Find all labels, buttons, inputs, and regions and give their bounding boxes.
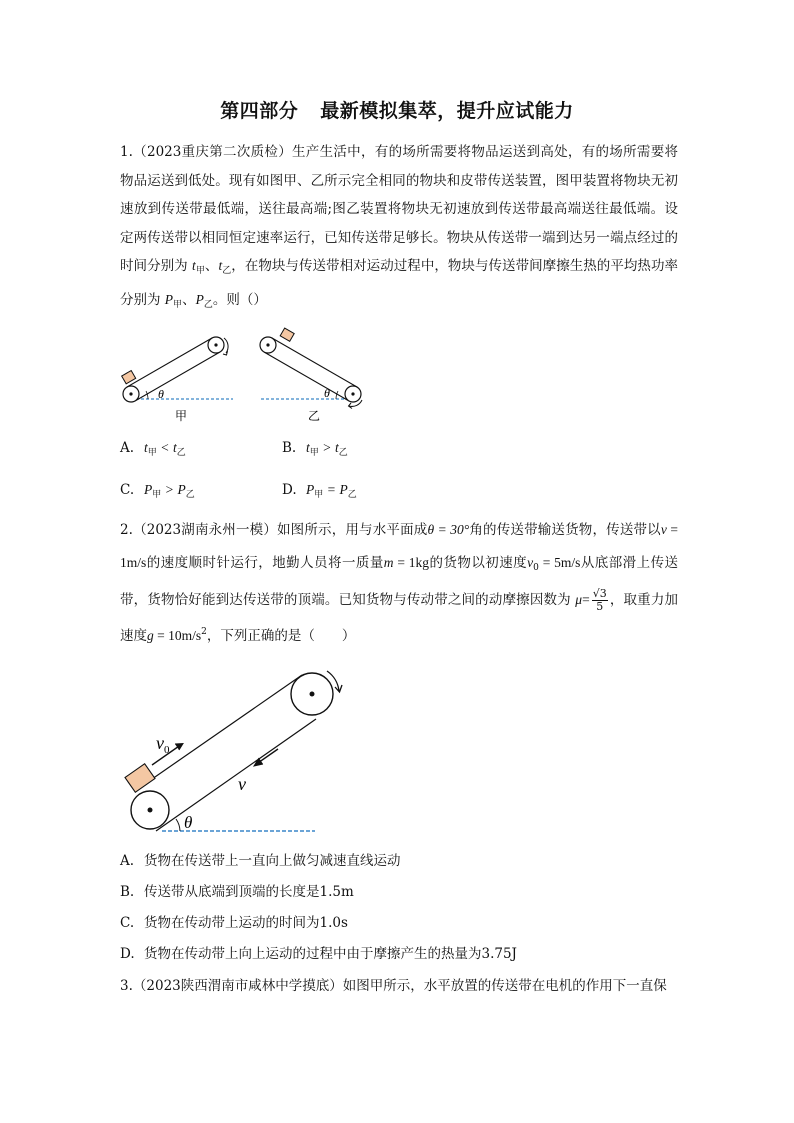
theta-label: θ bbox=[158, 387, 164, 401]
q1-figures bbox=[118, 324, 378, 424]
question-number: 2. bbox=[120, 522, 133, 538]
q1-option-d[interactable]: D. $P_甲 = P_乙$ bbox=[282, 482, 357, 500]
figure-label-jia: 甲 bbox=[175, 409, 188, 423]
q2-option-c[interactable]: C. 货物在传动带上运动的时间为1.0s bbox=[120, 915, 348, 931]
q2-figure bbox=[120, 656, 370, 836]
question-number: 3. bbox=[120, 978, 133, 994]
v0-label: $v_0$ bbox=[156, 733, 170, 756]
section-part: 第四部分 bbox=[220, 100, 299, 122]
section-subtitle: 最新模拟集萃，提升应试能力 bbox=[320, 100, 574, 122]
q1-option-b[interactable]: B. $t_甲 > t_乙$ bbox=[282, 440, 348, 458]
q2-option-b[interactable]: B. 传送带从底端到顶端的长度是1.5m bbox=[120, 884, 354, 900]
mu-fraction: $\frac{√3}{5}$ bbox=[592, 587, 607, 613]
section-title bbox=[0, 96, 794, 123]
q1-option-c[interactable]: C. $P_甲 > P_乙$ bbox=[120, 482, 195, 500]
question-number: 1. bbox=[120, 144, 133, 160]
figure-yi bbox=[260, 328, 362, 423]
q2-option-a[interactable]: A. 货物在传送带上一直向上做匀减速直线运动 bbox=[120, 853, 401, 869]
question-1-text: 1.（2023重庆第二次质检）生产生活中，有的场所需要将物品运送到高处，有的场所需要将物品运送到低处。现有如图甲、乙所示完全相同的物块和皮带传送装置，图甲装置将物块无初速放到传送带最低端，送往最高端;图乙装置将物块无初速放到传送带最高端送往最低端。设定两传送带以相同恒定速率运行，已知传送带足够长。物块从传送带一端到达另一端点经过的时间分别为 $t_甲$、$t_乙$，在物块与传送带相对运动过程中，物块与传送带间摩擦生热的平均热功率分别为 $P_甲$、$P_乙$。则（） bbox=[120, 144, 679, 310]
v-label: v bbox=[238, 774, 246, 794]
theta-label: θ bbox=[184, 813, 193, 832]
q2-option-d[interactable]: D. 货物在传动带上向上运动的过程中由于摩擦产生的热量为3.75J bbox=[120, 946, 517, 962]
question-3: 3.（2023陕西渭南市咸林中学摸底）如图甲所示，水平放置的传送带在电机的作用下一直保 bbox=[120, 978, 667, 994]
figure-jia bbox=[122, 337, 233, 423]
q1-option-a[interactable]: A. $t_甲 < t_乙$ bbox=[120, 440, 186, 458]
theta-label: θ bbox=[324, 386, 330, 400]
figure-label-yi: 乙 bbox=[308, 409, 321, 423]
question-2 bbox=[120, 514, 678, 652]
question-2-text: 2.（2023湖南永州一模）如图所示，用与水平面成θ = 30°角的传送带输送货物，传送带以v = 1m/s的速度顺时针运行，地勤人员将一质量m = 1kg的货物以初速度$v_0 = 5m/s$从底部滑上传送带，货物恰好能到达传送带的顶端。已知货物与传动带之间的动摩擦因数为 μ= $\frac{√3}{5}$ ，取重力加速度$g = 10m/s^2$，下列正确的是（ ） bbox=[120, 522, 679, 644]
question-1 bbox=[120, 138, 678, 320]
